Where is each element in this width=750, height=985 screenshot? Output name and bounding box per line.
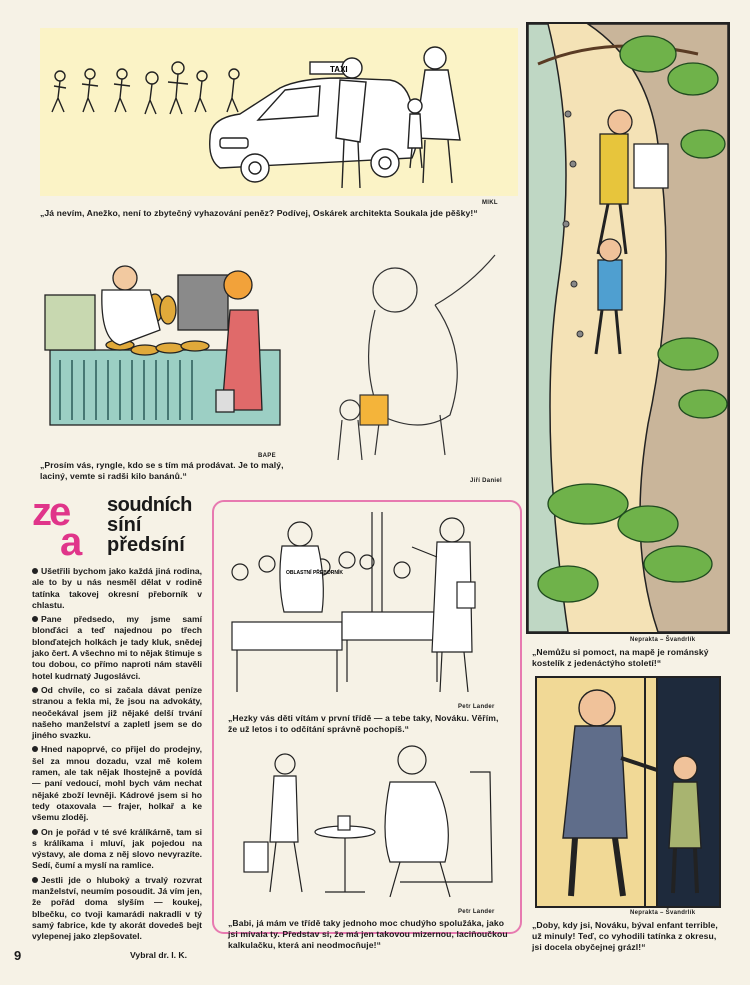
classroom-credit: Petr Lander bbox=[458, 704, 495, 710]
family-figures bbox=[408, 47, 460, 183]
bananas-cartoon bbox=[40, 250, 290, 442]
daniel-cartoon bbox=[320, 245, 515, 470]
taxi-car bbox=[210, 62, 418, 182]
column-paragraph: Ušetřili bychom jako každá jiná rodina, ale to by u nás nesměl dělat v rodině tatínka takovej okresní přeborník v chlastu. bbox=[32, 566, 202, 610]
page-number: 9 bbox=[14, 948, 22, 963]
column-paragraph: Jestli jde o hluboký a trvalý rozvrat manželství, neumím posoudit. Já vím jen, že pořád doma slyším — koukej, blbečku, co tvoji kamarádi nakradli v tý samý fabrice, kde ty akorát dovedeš bejt vylepenej jako zlepšovatel. bbox=[32, 874, 202, 942]
taxi-credit: MIKL bbox=[482, 200, 498, 206]
bullet-icon bbox=[32, 616, 38, 622]
bullet-icon bbox=[32, 829, 38, 835]
column-paragraph: Od chvíle, co si začala dávat peníze stranou a fekla mi, že jsou na advokáty, neočekával jsem již nějaké delší trvání našeho manželství a zapletl jsem se do jiného svazku. bbox=[32, 684, 202, 741]
climbing-illustration bbox=[528, 24, 728, 632]
climbing-caption: „Nemůžu si pomoct, na mapě je románský kostelík z jedenáctýho století!“ bbox=[532, 647, 709, 668]
taxi-sign: TAXI bbox=[330, 65, 348, 74]
column-logo bbox=[32, 490, 207, 564]
bananas-caption: „Prosím vás, ryngle, kdo se s tím má prodávat. Je to malý, laciný, vemte si radši kilo banánů.“ bbox=[40, 460, 284, 481]
column-title-line2: síní bbox=[107, 514, 142, 536]
taxi-caption: „Já nevím, Anežko, není to zbytečný vyhazování peněz? Podívej, Oskárek architekta Soukala jde pěšky!“ bbox=[40, 208, 478, 218]
bananas-illustration bbox=[40, 250, 290, 442]
logo-ze: ze bbox=[32, 490, 69, 534]
climbing-cartoon bbox=[526, 22, 730, 634]
doorway-illustration bbox=[537, 678, 719, 906]
grandma-credit: Petr Lander bbox=[458, 909, 495, 915]
column-paragraph: Hned napoprvé, co přijel do prodejny, šel za mnou dozadu, vzal mě kolem ramen, ale tak nějak lhostejně a povídá — paní vedoucí, mohl bych vám nechat nějaké zboží levněji. Kádrové jsem si ho tedy otaxovala — frajer, holkař a ke všemu zloděj. bbox=[32, 744, 202, 823]
column-paragraph: On je pořád v té své králíkárně, tam si s králíkama i mluví, jak pojedou na výstavy, ale doma z něj slovo nevyrazíte. Sedí, čumí a myslí na ramlice. bbox=[32, 826, 202, 871]
classroom-caption: „Hezky vás děti vítám v první třídě — a tebe taky, Nováku. Věřím, že už letos i to odčítání správně pochopíš.“ bbox=[228, 713, 499, 734]
doorway-credit: Neprakta – Švandrlík bbox=[630, 910, 696, 916]
logo-a: a bbox=[60, 520, 83, 564]
grandma-illustration bbox=[240, 742, 510, 904]
taxi-cartoon bbox=[40, 28, 518, 196]
doorway-caption: „Doby, kdy jsi, Nováku, býval enfant terrible, už minuly! Teď, co vyhodili tatínka z okresu, jsi docela obyčejnej grázl!“ bbox=[532, 920, 718, 952]
climbing-credit: Neprakta – Švandrlík bbox=[630, 637, 696, 643]
bullet-icon bbox=[32, 877, 38, 883]
walking-kids bbox=[52, 62, 239, 114]
shirt-text: OBLASTNÍ PŘEBORNÍK bbox=[286, 570, 343, 576]
bullet-icon bbox=[32, 687, 38, 693]
grandma-cartoon bbox=[240, 742, 510, 904]
daniel-credit: Jiří Daniel bbox=[470, 478, 502, 484]
taxi-illustration bbox=[40, 28, 518, 196]
column-title-line3: předsíní bbox=[107, 534, 185, 556]
classroom-illustration bbox=[222, 512, 510, 702]
classroom-cartoon bbox=[222, 512, 510, 702]
bananas-credit: BAPE bbox=[258, 453, 276, 459]
doorway-cartoon bbox=[535, 676, 721, 908]
bullet-icon bbox=[32, 568, 38, 574]
column-body bbox=[32, 566, 202, 946]
grandma-caption: „Babi, já mám ve třídě taky jednoho moc chudýho spolužáka, jako jsi mívala ty. Představ si, že má jen takovou mizernou, laciňoučkou kalkulačku, která ani neodmocňuje!“ bbox=[228, 918, 508, 950]
column-signature: Vybral dr. I. K. bbox=[130, 950, 187, 960]
column-paragraph: Pane předsedo, my jsme samí blonďáci a teď najednou po třech blonďatejch holkách je tady kluk, snědej jako čert. A všechno mi to nějak štimuje s tou dobou, co přímo naproti nám stavěli hotel kudrnatý Jugoslávci. bbox=[32, 614, 202, 681]
daniel-illustration bbox=[320, 245, 515, 470]
column-title-line1: soudních bbox=[107, 494, 192, 516]
bullet-icon bbox=[32, 746, 38, 752]
